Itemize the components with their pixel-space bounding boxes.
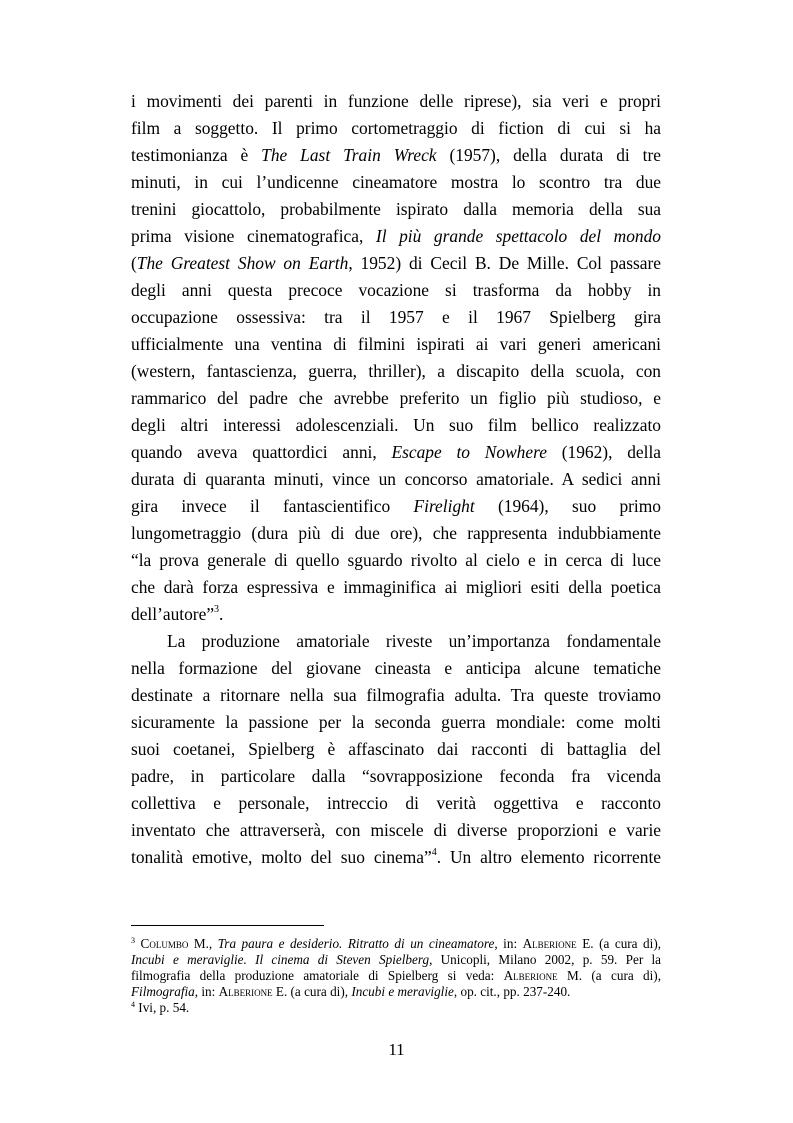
text-line: che darà forza espressiva e immaginifica ai migliori esiti della poetica bbox=[131, 577, 661, 597]
text-line: collettiva e personale, intreccio di verità oggettiva e racconto bbox=[131, 793, 661, 813]
footnote-ref: 4 bbox=[431, 847, 437, 858]
text-line: degli anni questa precoce vocazione si trasforma da hobby in bbox=[131, 280, 661, 300]
text-line: degli altri interessi adolescenziali. Un suo film bellico realizzato bbox=[131, 415, 661, 435]
text-line: gira invece il fantascientifico Firelight (1964), suo primo bbox=[131, 496, 661, 516]
text-line: sicuramente la passione per la seconda guerra mondiale: come molti bbox=[131, 712, 661, 732]
footnote-line: Filmografia, in: Alberione E. (a cura di), Incubi e meraviglie, op. cit., pp. 237-240. bbox=[131, 983, 571, 999]
text-line: tonalità emotive, molto del suo cinema”$^4$. Un altro elemento ricorrente bbox=[131, 847, 661, 867]
text-line: suoi coetanei, Spielberg è affascinato dai racconti di battaglia del bbox=[131, 739, 661, 759]
text-line: dell’autore”$^3$. bbox=[131, 604, 224, 624]
film-title: Firelight bbox=[413, 496, 475, 516]
footnote-line: filmografia della produzione amatoriale di Spielberg si veda: Alberione M. (a cura di), bbox=[131, 967, 661, 983]
text-line: minuti, in cui l’undicenne cineamatore mostra lo scontro tra due bbox=[131, 172, 661, 192]
footnotes bbox=[131, 936, 661, 1015]
text-line: nella formazione del giovane cineasta e anticipa alcune tematiche bbox=[131, 658, 661, 678]
footnote-line: Incubi e meraviglie. Il cinema di Steven Spielberg, Unicopli, Milano 2002, p. 59. Per la bbox=[131, 951, 661, 967]
text-line: inventato che attraverserà, con miscele di diverse proporzioni e varie bbox=[131, 820, 661, 840]
footnote-mark: 3 bbox=[131, 936, 135, 945]
text-line: “la prova generale di quello sguardo rivolto al cielo e in cerca di luce bbox=[131, 550, 661, 570]
film-title: Il più grande spettacolo del mondo bbox=[375, 226, 661, 246]
text-line: durata di quaranta minuti, vince un concorso amatoriale. A sedici anni bbox=[131, 469, 661, 489]
footnote-line: $^3$ Columbo M., Tra paura e desiderio. Ritratto di un cineamatore, in: Alberione E. (a cura di), bbox=[131, 936, 661, 951]
text-line: occupazione ossessiva: tra il 1957 e il 1967 Spielberg gira bbox=[131, 307, 661, 327]
page-number: 11 bbox=[388, 1040, 405, 1059]
footnote-separator bbox=[131, 925, 324, 926]
text-line: i movimenti dei parenti in funzione delle riprese), sia veri e propri bbox=[131, 91, 661, 111]
film-title: The Last Train Wreck bbox=[261, 145, 437, 165]
text-line: testimonianza è The Last Train Wreck (1957), della durata di tre bbox=[131, 145, 661, 165]
text-line: rammarico del padre che avrebbe preferito un figlio più studioso, e bbox=[131, 388, 661, 408]
film-title: The Greatest Show on Earth bbox=[136, 253, 349, 273]
text-line: film a soggetto. Il primo cortometraggio di fiction di cui si ha bbox=[131, 118, 661, 138]
text-line: trenini giocattolo, probabilmente ispirato dalla memoria della sua bbox=[131, 199, 661, 219]
footnote-ref: 3 bbox=[214, 604, 220, 615]
text-line: La produzione amatoriale riveste un’importanza fondamentale bbox=[167, 631, 661, 651]
film-title: Escape to Nowhere bbox=[391, 442, 547, 462]
footnote-line: $^4$ Ivi, p. 54. bbox=[131, 999, 190, 1015]
text-line: lungometraggio (dura più di due ore), che rappresenta indubbiamente bbox=[131, 523, 661, 543]
text-line: (western, fantascienza, guerra, thriller), a discapito della scuola, con bbox=[131, 361, 661, 381]
text-line: ufficialmente una ventina di filmini ispirati ai vari generi americani bbox=[131, 334, 661, 354]
body-text bbox=[131, 88, 661, 871]
text-line: quando aveva quattordici anni, Escape to Nowhere (1962), della bbox=[131, 442, 661, 462]
text-line: padre, in particolare dalla “sovrapposizione feconda fra vicenda bbox=[131, 766, 661, 786]
footnote-mark: 4 bbox=[131, 999, 135, 1009]
text-line: destinate a ritornare nella sua filmografia adulta. Tra queste troviamo bbox=[131, 685, 661, 705]
text-line: prima visione cinematografica, Il più grande spettacolo del mondo bbox=[131, 226, 661, 246]
text-line: (The Greatest Show on Earth, 1952) di Cecil B. De Mille. Col passare bbox=[131, 253, 661, 273]
